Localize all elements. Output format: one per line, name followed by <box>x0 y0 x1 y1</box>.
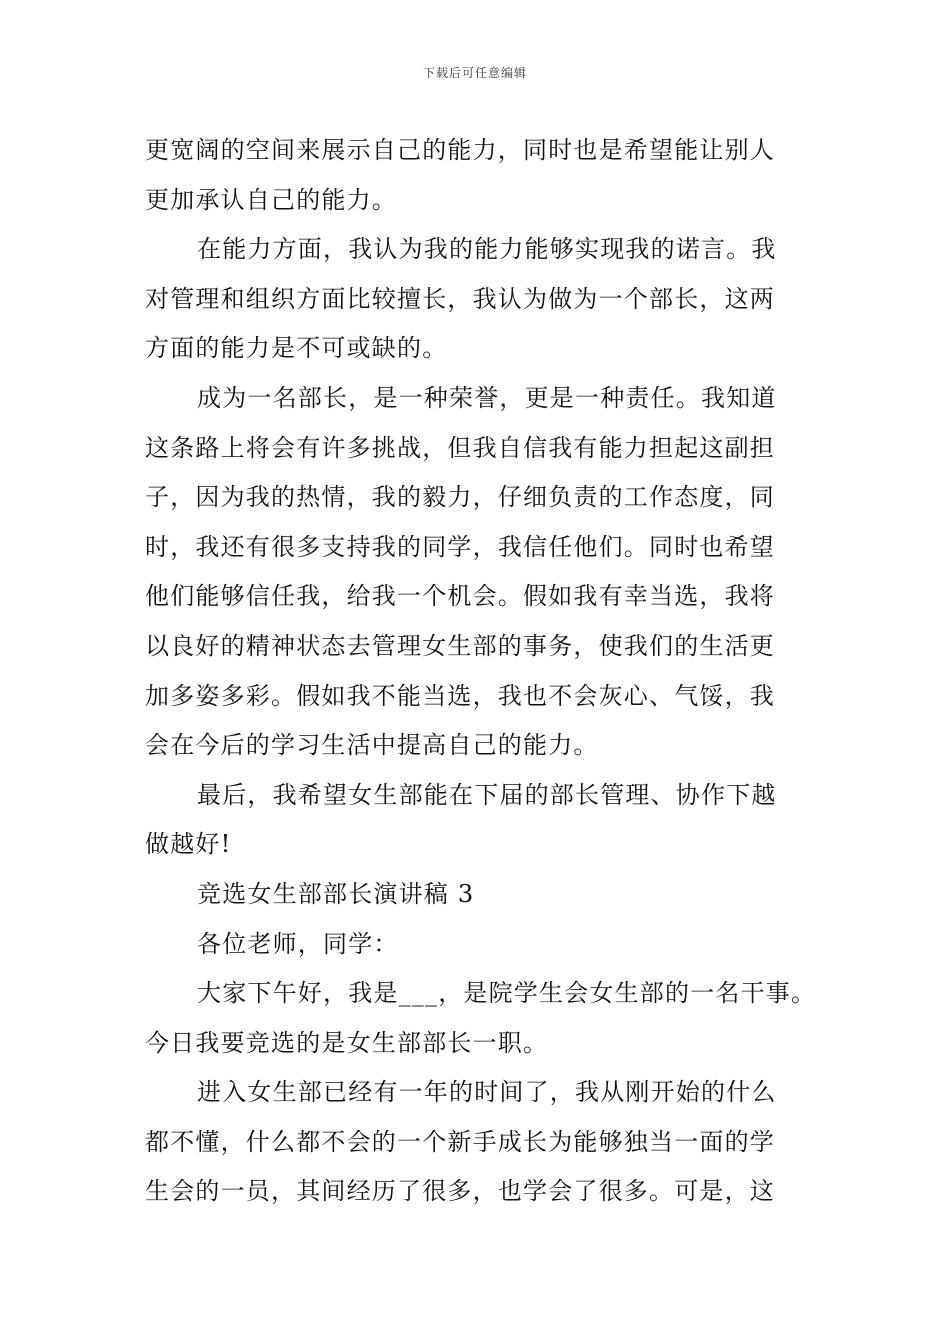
text-line: 子，因为我的热情，我的毅力，仔细负责的工作态度，同 <box>145 483 775 512</box>
text-line: 会在今后的学习生活中提高自己的能力。 <box>145 731 599 760</box>
text-line: 都不懂，什么都不会的一个新手成长为能够独当一面的学 <box>145 1127 775 1156</box>
text-line: 方面的能力是不可或缺的。 <box>145 334 448 363</box>
text-line: 时，我还有很多支持我的同学，我信任他们。同时也希望 <box>145 532 775 561</box>
text-line: 在能力方面，我认为我的能力能够实现我的诺言。我 <box>197 235 777 264</box>
text-line: 成为一名部长，是一种荣誉，更是一种责任。我知道 <box>197 383 777 412</box>
text-line: 竞选女生部部长演讲稿 3 <box>197 879 475 908</box>
text-line: 以良好的精神状态去管理女生部的事务，使我们的生活更 <box>145 631 775 660</box>
text-line: 他们能够信任我，给我一个机会。假如我有幸当选，我将 <box>145 582 775 611</box>
document-body <box>145 126 817 1217</box>
text-line: 今日我要竞选的是女生部部长一职。 <box>145 1028 549 1057</box>
text-line: 加多姿多彩。假如我不能当选，我也不会灰心、气馁，我 <box>145 681 775 710</box>
text-line: 这条路上将会有许多挑战，但我自信我有能力担起这副担 <box>145 433 775 462</box>
text-line: 大家下午好，我是___，是院学生会女生部的一名干事。 <box>197 979 817 1008</box>
text-line: 做越好! <box>145 830 232 859</box>
text-line: 更加承认自己的能力。 <box>145 185 397 214</box>
text-line: 进入女生部已经有一年的时间了，我从刚开始的什么 <box>197 1078 777 1107</box>
text-line: 更宽阔的空间来展示自己的能力，同时也是希望能让别人 <box>145 136 775 164</box>
text-line: 对管理和组织方面比较擅长，我认为做为一个部长，这两 <box>145 284 775 313</box>
text-line: 最后，我希望女生部能在下届的部长管理、协作下越 <box>197 780 777 809</box>
page-header: 下载后可任意编辑 <box>422 66 527 80</box>
text-line: 各位老师，同学： <box>197 929 399 958</box>
text-line: 生会的一员，其间经历了很多，也学会了很多。可是，这 <box>145 1177 775 1206</box>
